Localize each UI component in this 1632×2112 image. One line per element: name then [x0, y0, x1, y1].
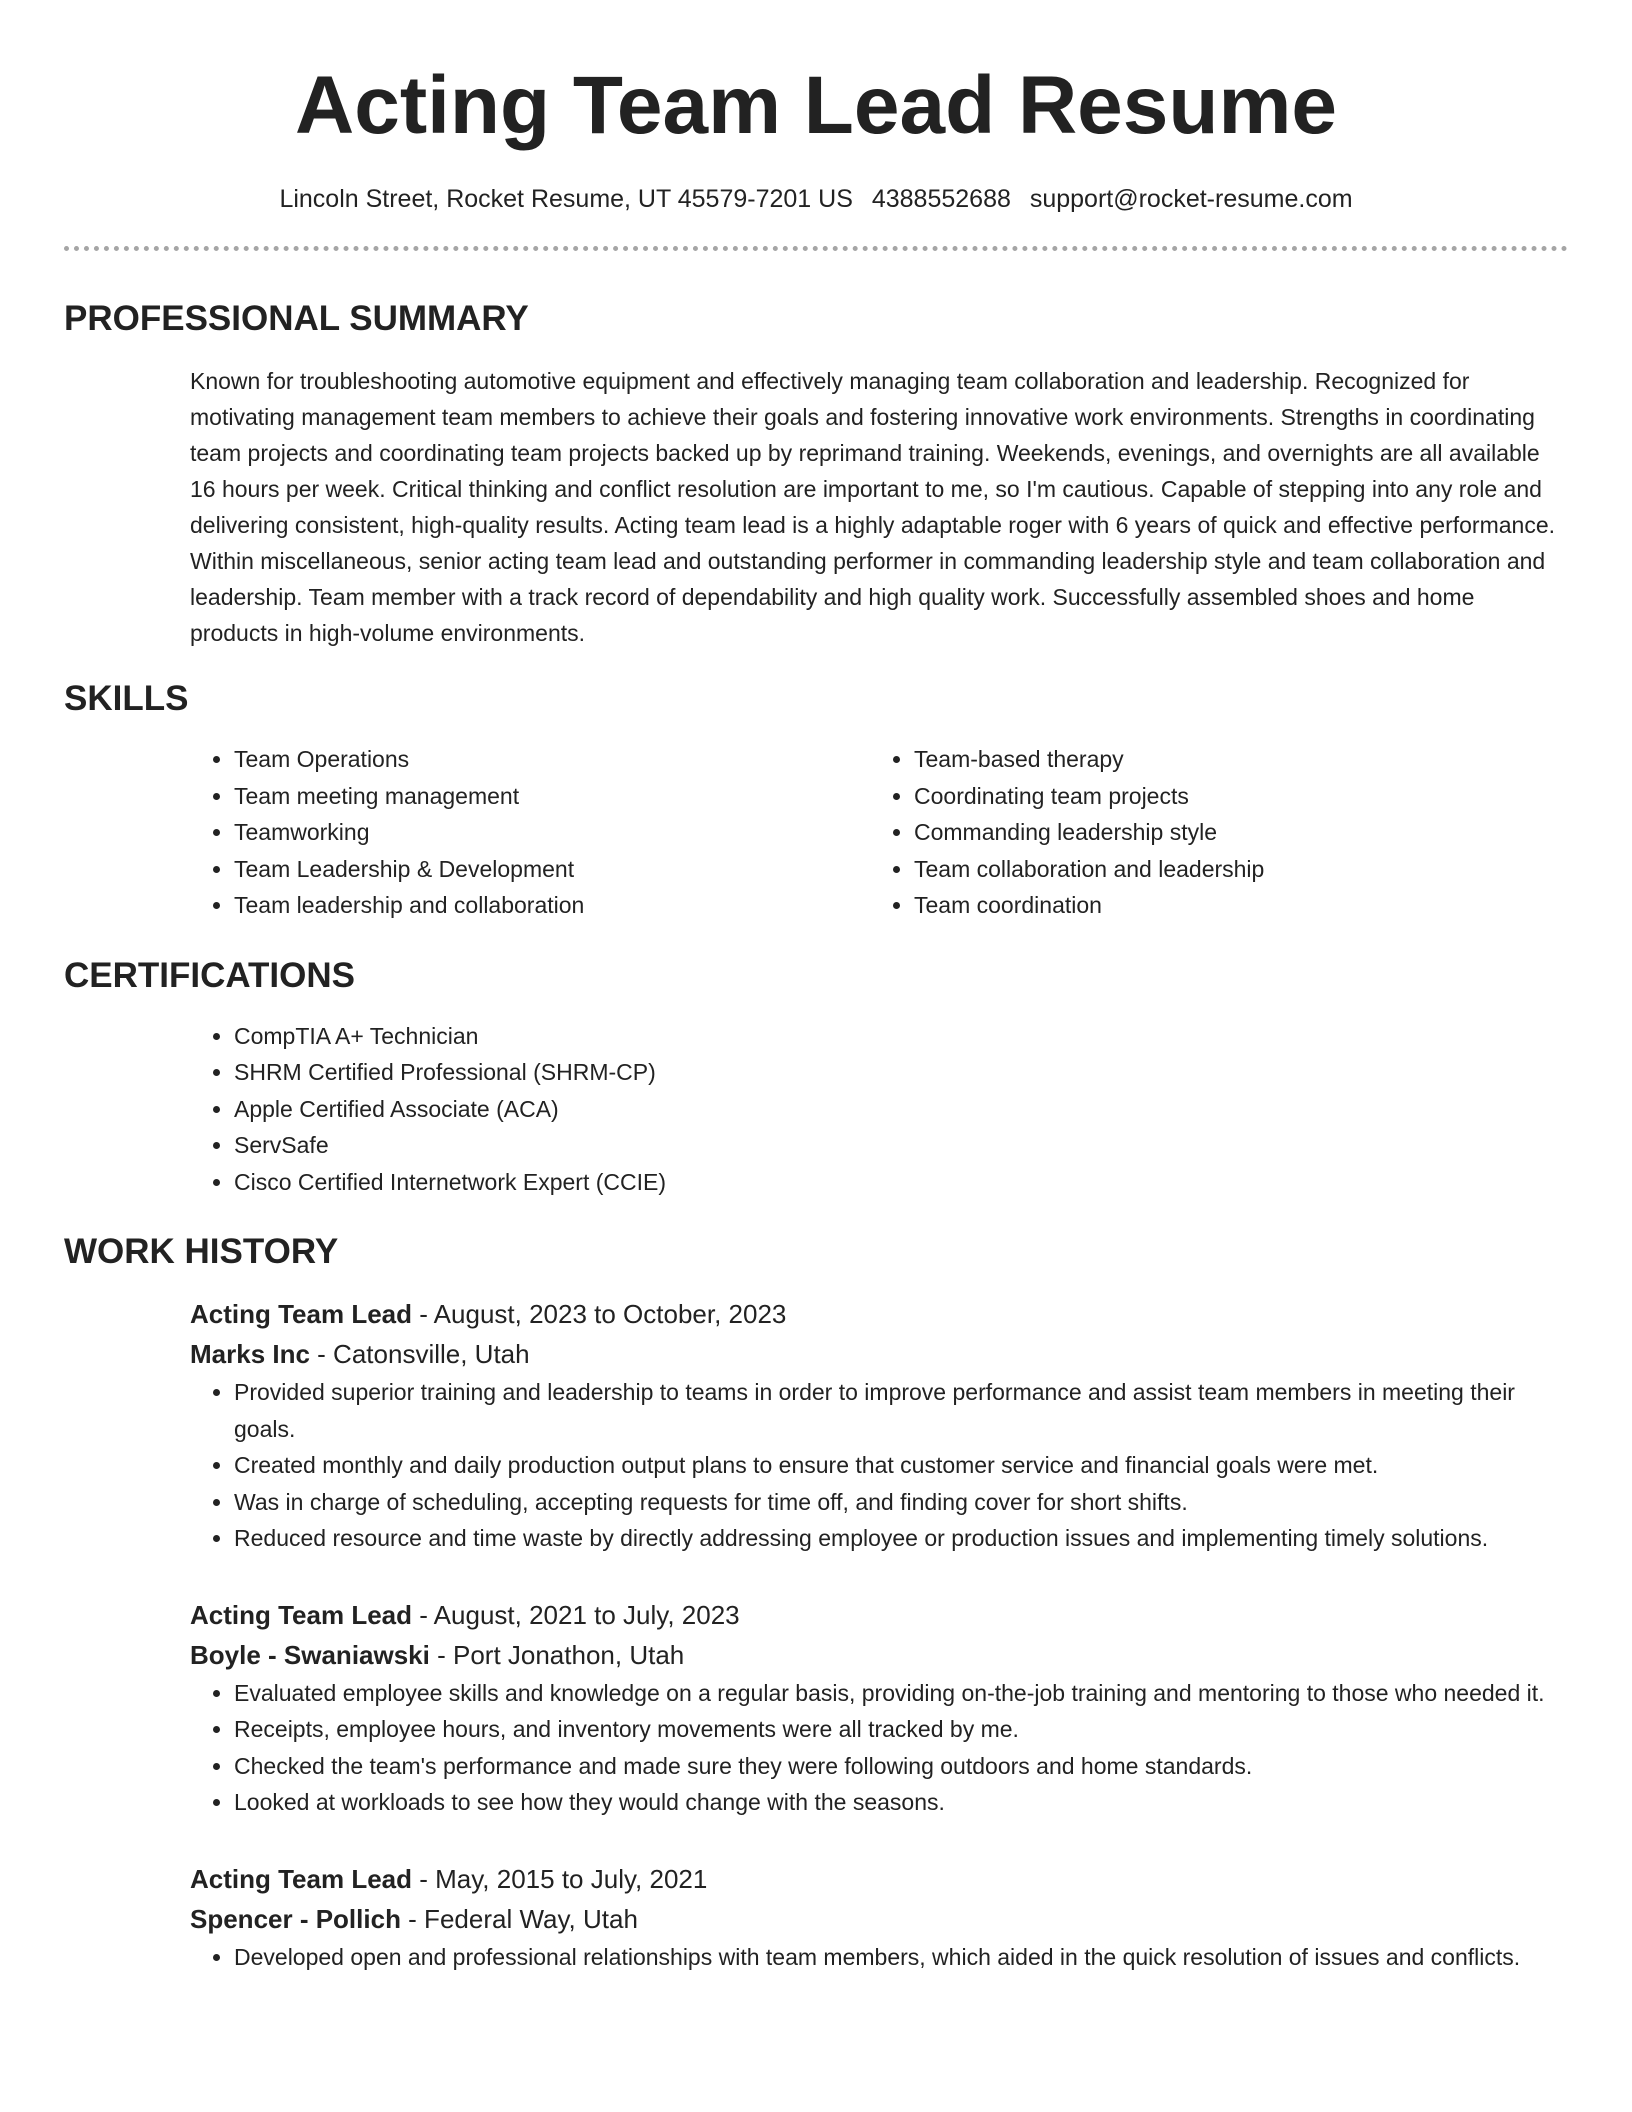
certification-item: • CompTIA A+ Technician — [234, 1018, 1568, 1055]
certification-item: • ServSafe — [234, 1127, 1568, 1164]
job-bullet: • Looked at workloads to see how they would change with the seasons. — [234, 1784, 1568, 1821]
skill-item: • Teamworking — [234, 814, 870, 851]
job-location: - Federal Way, Utah — [400, 1903, 638, 1934]
skills-column-left — [190, 741, 870, 924]
job-bullet: • Provided superior training and leadership to teams in order to improve performance and assist team members in meeting their goals. — [234, 1374, 1568, 1447]
summary-heading: PROFESSIONAL SUMMARY — [64, 299, 529, 338]
job-bullet: • Receipts, employee hours, and inventory movements were all tracked by me. — [234, 1711, 1568, 1748]
skills-columns — [190, 741, 1568, 924]
work-history-heading: WORK HISTORY — [64, 1232, 339, 1271]
summary-text: Known for troubleshooting automotive equipment and effectively managing team collaboration and leadership. Recognized for motivating management team members to achieve their goals and fostering innovative work environments. Strengths in coordinating team projects and coordinating team projects backed up by reprimand training. Weekends, evenings, and overnights are all available 16 hours per week. Critical thinking and conflict resolution are important to me, so I'm cautious. Capable of stepping into any role and delivering consistent, high-quality results. Acting team lead is a highly adaptable roger with 6 years of quick and effective performance. Within miscellaneous, senior acting team lead and outstanding performer in commanding leadership style and team collaboration and leadership. Team member with a track record of dependability and high quality work. Successfully assembled shoes and home products in high-volume environments. — [190, 368, 1555, 646]
job-company-line — [190, 1899, 1568, 1939]
job-location: - Catonsville, Utah — [309, 1339, 530, 1369]
skill-item: • Team-based therapy — [914, 741, 1550, 778]
certification-item: • SHRM Certified Professional (SHRM-CP) — [234, 1054, 1568, 1091]
job-bullet: • Created monthly and daily production output plans to ensure that customer service and financial goals were met. — [234, 1447, 1568, 1484]
job-company: Marks Inc — [190, 1339, 310, 1369]
job-company: Spencer - Pollich — [190, 1903, 401, 1934]
job-role: Acting Team Lead — [190, 1599, 413, 1630]
job-bullet: • Checked the team's performance and made sure they were following outdoors and home standards. — [234, 1748, 1568, 1785]
header-divider — [64, 246, 1568, 251]
skill-item: • Team collaboration and leadership — [914, 851, 1550, 888]
contact-email: support@rocket-resume.com — [1029, 185, 1353, 213]
job-dates: - May, 2015 to July, 2021 — [412, 1863, 708, 1894]
job-company: Boyle - Swaniawski — [190, 1639, 430, 1670]
contact-line — [64, 182, 1568, 216]
job-company-line — [190, 1334, 1568, 1374]
skill-item: • Coordinating team projects — [914, 778, 1550, 815]
skill-item: • Team leadership and collaboration — [234, 887, 870, 924]
skill-item: • Team Operations — [234, 741, 870, 778]
certification-item: • Apple Certified Associate (ACA) — [234, 1091, 1568, 1128]
job-location: - Port Jonathon, Utah — [429, 1639, 685, 1670]
certifications-list — [190, 1018, 1568, 1201]
job-bullet: • Was in charge of scheduling, accepting requests for time off, and finding cover for short shifts. — [234, 1484, 1568, 1521]
job-entry — [190, 1294, 1568, 1557]
job-role: Acting Team Lead — [190, 1863, 413, 1894]
skill-item: • Team Leadership & Development — [234, 851, 870, 888]
contact-phone: 4388552688 — [871, 185, 1011, 213]
certifications-heading: CERTIFICATIONS — [64, 955, 356, 995]
skills-heading: SKILLS — [64, 679, 189, 718]
skill-item: • Commanding leadership style — [914, 814, 1550, 851]
job-role-line — [190, 1595, 1568, 1635]
job-bullet: • Reduced resource and time waste by directly addressing employee or production issues and implementing timely solutions. — [234, 1520, 1568, 1557]
job-bullet: • Developed open and professional relationships with team members, which aided in the quick resolution of issues and conflicts. — [234, 1939, 1568, 1976]
skills-column-right — [870, 741, 1550, 924]
job-role-line — [190, 1294, 1568, 1334]
job-dates: - August, 2023 to October, 2023 — [412, 1299, 787, 1329]
skill-item: • Team meeting management — [234, 778, 870, 815]
job-company-line — [190, 1635, 1568, 1675]
certification-item: • Cisco Certified Internetwork Expert (CCIE) — [234, 1164, 1568, 1201]
job-role: Acting Team Lead — [190, 1299, 413, 1329]
skill-item: • Team coordination — [914, 887, 1550, 924]
job-role-line — [190, 1859, 1568, 1899]
contact-address: Lincoln Street, Rocket Resume, UT 45579-7201 US — [279, 185, 853, 213]
job-dates: - August, 2021 to July, 2023 — [412, 1599, 740, 1630]
job-bullet: • Evaluated employee skills and knowledge on a regular basis, providing on-the-job training and mentoring to those who needed it. — [234, 1675, 1568, 1712]
job-entry — [190, 1859, 1568, 1976]
job-entry — [190, 1595, 1568, 1821]
resume-title: Acting Team Lead Resume — [295, 60, 1337, 151]
